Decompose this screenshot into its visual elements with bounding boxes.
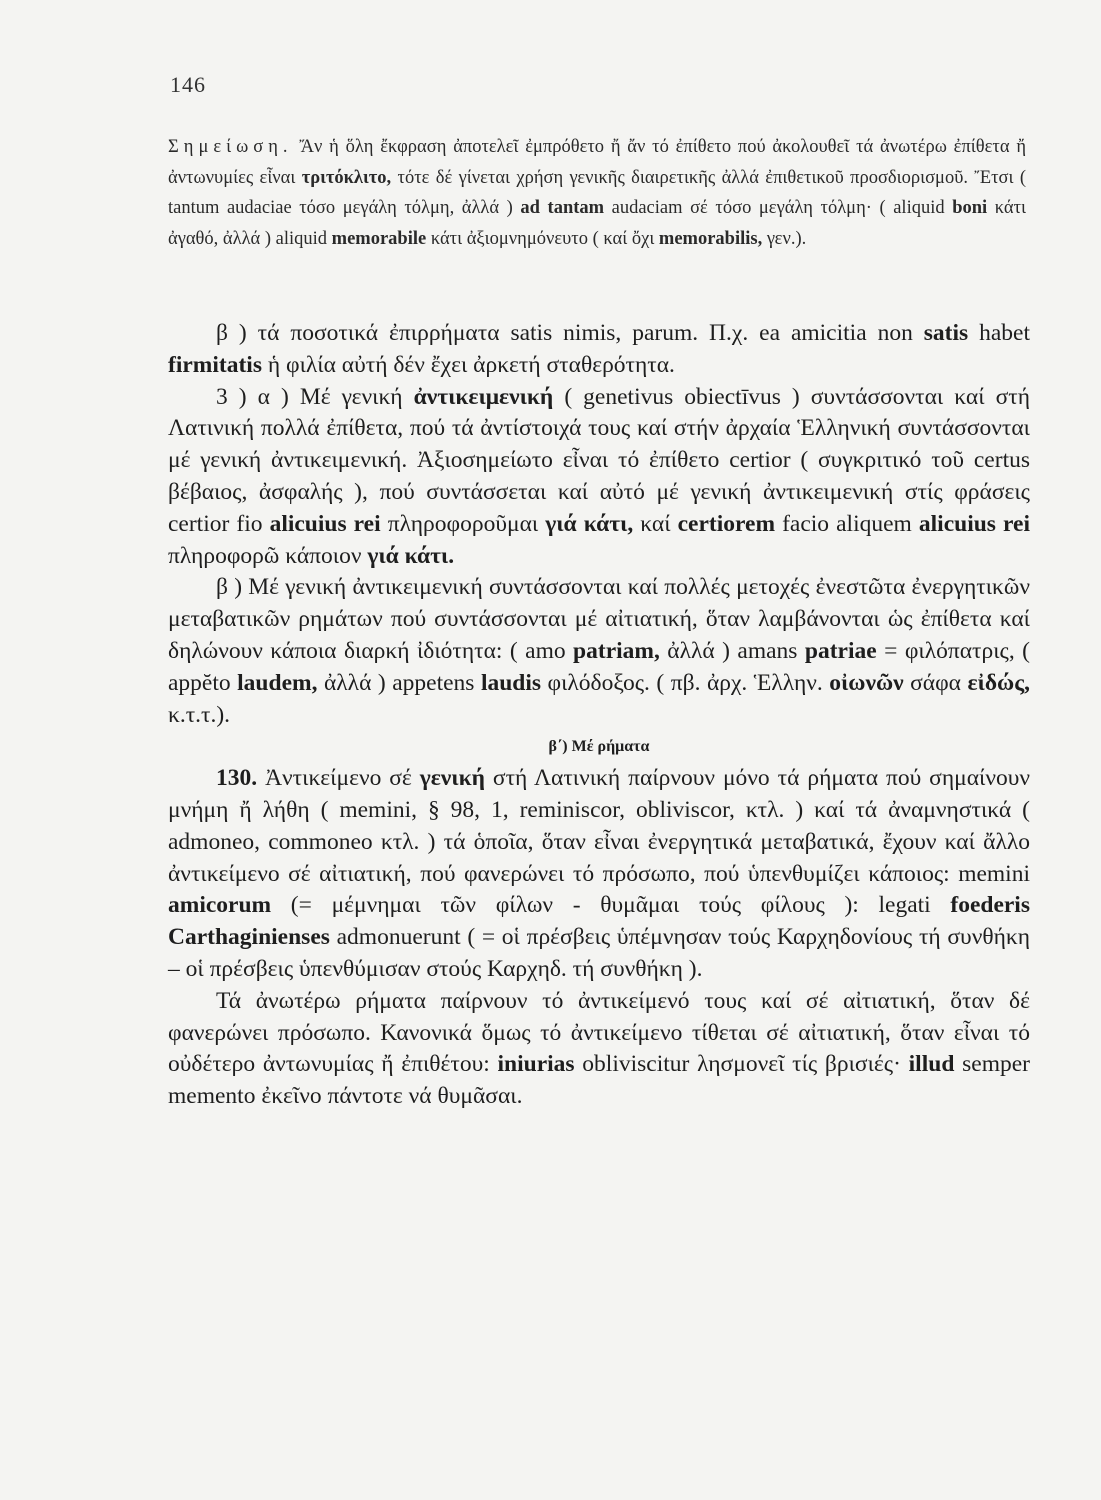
- text-run: φιλόδοξος. ( πβ. ἀρχ. Ἑλλην.: [541, 669, 830, 696]
- text-run: στή Λατινική παίρνουν μόνο τά ρήματα πού σημαίνουν μνήμη ἤ λήθη ( memini, § 98, 1, reminiscor, obliviscor, κτλ. ) καί τά ἀναμνηστικά ( admoneo, commoneo κτλ. ) τά ὁποῖα, ὅταν εἶναι ἐνεργητικά μεταβατικά, ἔχουν καί ἄλλο ἀντικείμενο σέ αἰτιατική, πού φανερώνει τό πρόσωπο, πού ὑπενθυμίζει κάποιος: memini: [168, 765, 1031, 887]
- text-run: semper memento ἐκεῖνο πάντοτε νά θυμᾶσαι.: [168, 1051, 1030, 1110]
- bold-run: γενική: [419, 765, 485, 792]
- paragraph-participles: [168, 572, 1030, 731]
- text-run: Τά ἀνωτέρω ρήματα παίρνουν τό ἀντικείμενό τους καί σέ αἰτιατική, ὅταν δέ φανερώνει πρόσωπο. Κανονικά ὅμως τό ἀντικείμενο τίθεται σέ αἰτιατική, ὅταν εἶναι τό οὐδέτερο ἀντωνυμίας ἤ ἐπιθέτου:: [168, 987, 1030, 1078]
- bold-run: patriae: [804, 637, 877, 664]
- text-run: Ἀντικείμενο σέ: [257, 765, 420, 792]
- note-bold: memorabilis,: [658, 228, 763, 249]
- bold-run: certiorem: [677, 510, 776, 537]
- text-run: ( genetivus obiectīvus ) συντάσσονται καί στή Λατινική πολλά ἐπίθετα, πού τά ἀντίστοιχά τους καί στήν ἀρχαία Ἑλληνική συντάσσονται μέ γενική ἀντικειμενική. Ἀξιοσημείωτο εἶναι τό ἐπίθετο certior ( συγκριτικό τοῦ certus βέβαιος, ἀσφαλής ), πού συντάσσεται καί αὐτό μέ γενική ἀντικειμενική στίς φράσεις certior fio: [168, 383, 1030, 537]
- text-run: obliviscitur λησμονεῖ τίς βρισιές·: [574, 1051, 909, 1078]
- bold-run: amicorum: [168, 892, 272, 919]
- note-text: Ἄν ἡ ὅλη ἔκφραση ἀποτελεῖ ἐμπρόθετο ἤ ἄν τό ἐπίθετο πού ἀκολουθεῖ τά ἀνωτέρω ἐπίθετα ἤ ἀντωνυμίες εἶναι: [168, 137, 1026, 188]
- text-run: habet: [968, 320, 1031, 346]
- text-run: σάφα: [903, 669, 968, 696]
- paragraph-130: [168, 763, 1030, 986]
- page-number: 146: [170, 72, 206, 97]
- text-run: β ) τά ποσοτικά ἐπιρρήματα satis nimis, parum. Π.χ. ea amicitia non: [216, 320, 924, 346]
- text-run: = φιλόπατρις, ( appĕto: [168, 637, 1030, 696]
- bold-run: firmitatis: [168, 351, 262, 378]
- bold-run: alicuius rei: [918, 510, 1030, 537]
- bold-run: laudem,: [237, 669, 318, 696]
- paragraph-quantitative-adverbs: [168, 318, 1030, 382]
- bold-run: illud: [908, 1051, 955, 1078]
- bold-run: foederis Carthaginienses: [168, 892, 1030, 951]
- bold-run: ἀντικειμενική: [413, 383, 554, 410]
- section-number: 130.: [216, 765, 258, 792]
- bold-run: γιά κάτι,: [545, 510, 634, 537]
- text-run: κ.τ.τ.).: [168, 701, 231, 728]
- text-run: πληροφοροῦμαι: [380, 510, 546, 537]
- bold-run: patriam,: [573, 637, 660, 664]
- note-text: γεν.).: [762, 228, 807, 249]
- note-label: Σημείωση.: [168, 137, 293, 157]
- bold-run: satis: [923, 320, 969, 346]
- text-run: καί: [633, 510, 678, 537]
- note-bold: boni: [952, 198, 988, 218]
- paragraph-objective-genitive: [168, 382, 1030, 573]
- bold-run: iniurias: [497, 1051, 575, 1078]
- bold-run: εἰδώς,: [967, 669, 1030, 696]
- text-run: ἀλλά ) appetens: [317, 669, 481, 696]
- text-run: β ) Μέ γενική ἀντικειμενική συντάσσονται καί πολλές μετοχές ἐνεστῶτα ἐνεργητικῶν μεταβατικῶν ρημάτων πού συντάσσονται μέ αἰτιατική, ὅταν λαμβάνονται ὡς ἐπίθετα καί δηλώνουν κάποια διαρκή ἰδιότητα: ( amo: [168, 574, 1030, 664]
- footnote-block: [168, 132, 1026, 254]
- text-run: 3 ) α ) Μέ γενική: [216, 383, 414, 410]
- note-bold: ad tantam: [520, 198, 605, 218]
- note-text: κάτι ἀγαθό, ἀλλά ) aliquid: [168, 198, 1026, 249]
- note-bold: memorabile: [331, 228, 427, 249]
- text-run: ἡ φιλία αὐτή δέν ἔχει ἀρκετή σταθερότητα.: [261, 351, 675, 378]
- text-run: πληροφορῶ κάποιον: [168, 542, 368, 569]
- paragraph-accusative-object: [168, 986, 1030, 1113]
- bold-run: alicuius rei: [269, 510, 381, 537]
- main-text: [168, 318, 1030, 1113]
- note-bold: τριτόκλιτο,: [301, 167, 392, 188]
- bold-run: laudis: [480, 669, 542, 696]
- bold-run: γιά κάτι.: [367, 542, 455, 569]
- text-run: facio aliquem: [775, 510, 919, 537]
- text-run: (= μέμνημαι τῶν φίλων - θυμᾶμαι τούς φίλους ): legati: [271, 892, 951, 919]
- text-run: ἀλλά ) amans: [659, 637, 805, 664]
- note-text: κάτι ἀξιομνημόνευτο ( καί ὄχι: [426, 228, 659, 249]
- note-text: audaciam σέ τόσο μεγάλη τόλμη· ( aliquid: [604, 198, 953, 218]
- section-subheading: β΄) Μέ ρήματα: [548, 738, 650, 756]
- text-run: admonuerunt ( = οἱ πρέσβεις ὑπέμνησαν τούς Καρχηδονίους τή συνθήκη – οἱ πρέσβεις ὑπενθύμισαν στούς Καρχηδ. τή συνθήκη ).: [168, 924, 1030, 982]
- bold-run: οἰωνῶν: [829, 669, 904, 696]
- note-text: τότε δέ γίνεται χρήση γενικῆς διαιρετικῆς ἀλλά ἐπιθετικοῦ προσδιορισμοῦ. Ἔτσι ( tantum audaciae τόσο μεγάλη τόλμη, ἀλλά ): [168, 167, 1026, 218]
